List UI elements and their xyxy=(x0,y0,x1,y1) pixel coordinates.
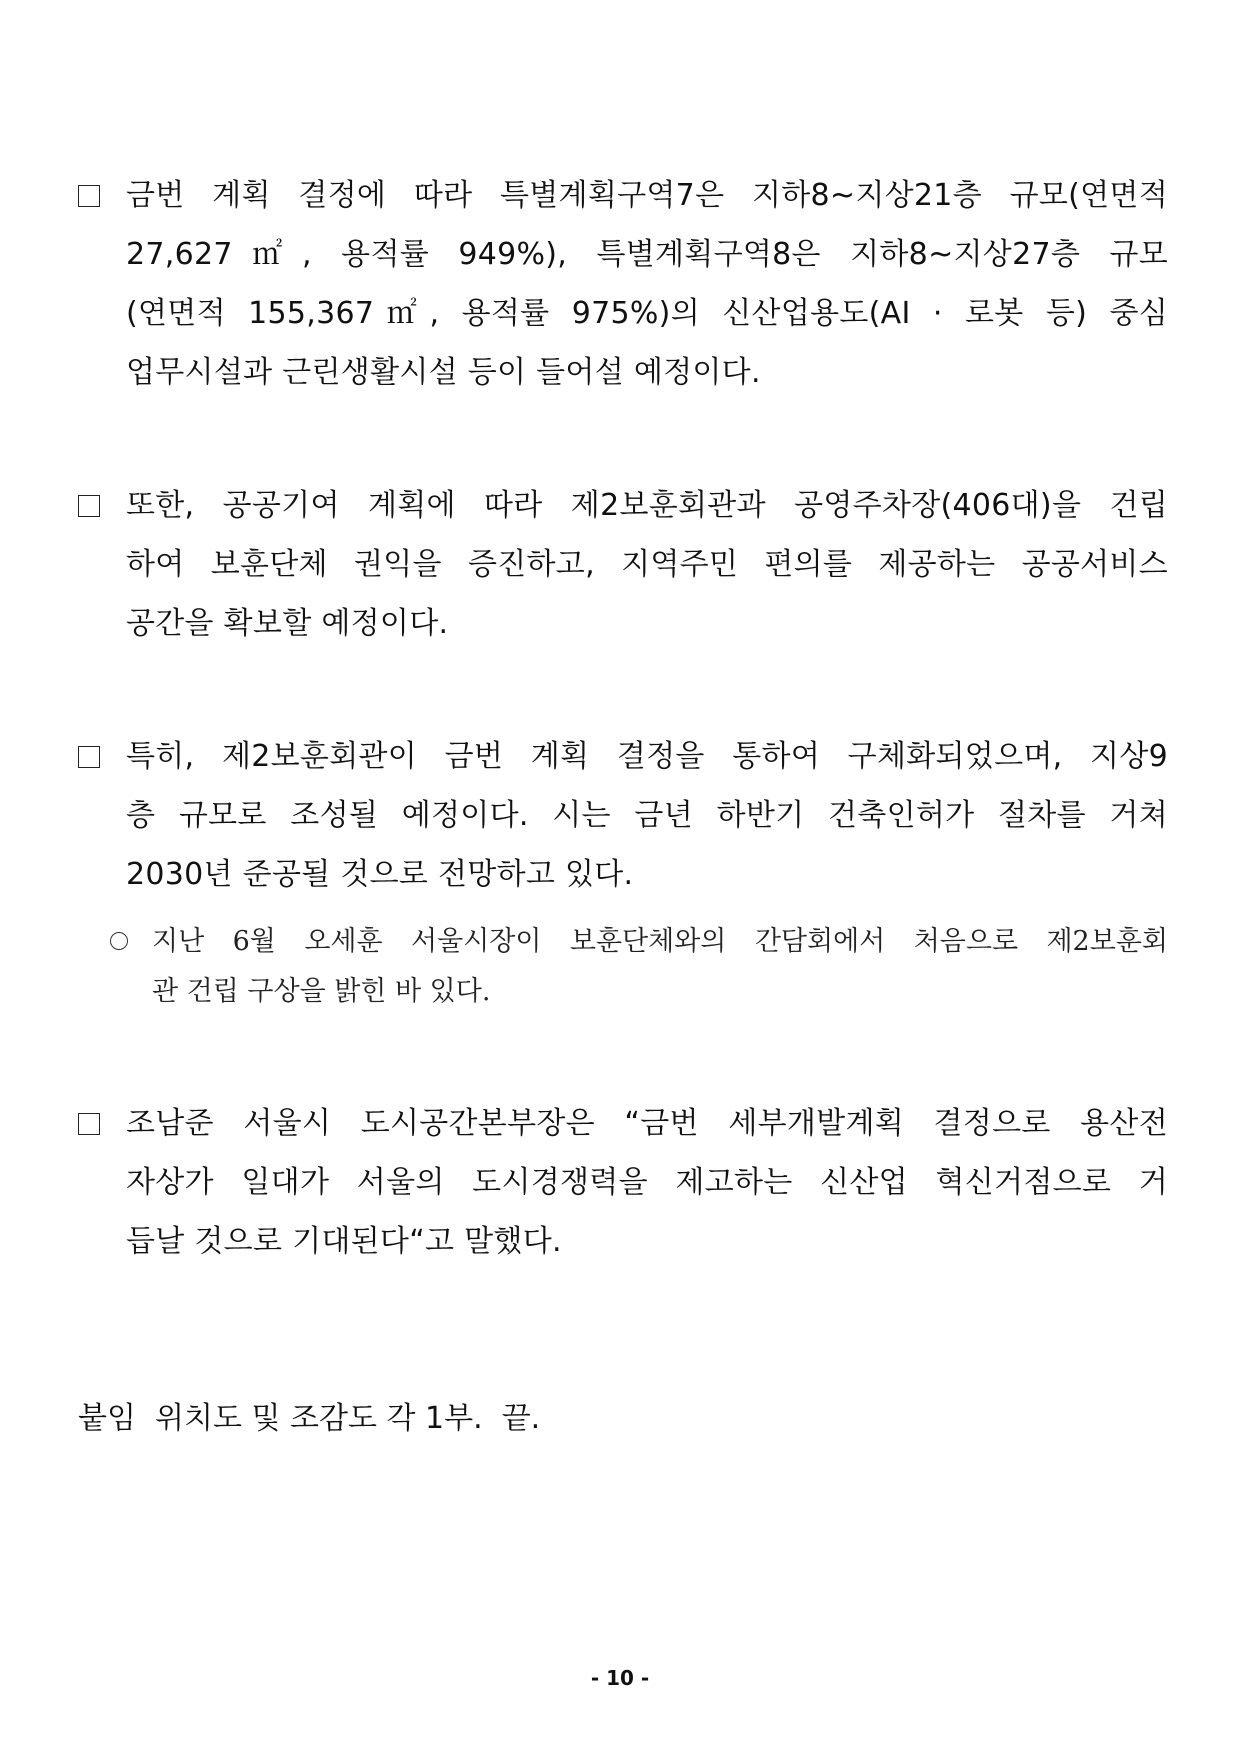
paragraph-line: 업무시설과 근린생활시설 등이 들어설 예정이다. xyxy=(126,355,761,390)
square-bullet-icon xyxy=(78,185,100,207)
paragraph-line: 공간을 확보할 예정이다. xyxy=(126,606,449,641)
paragraph-line: 특히, 제2보훈회관이 금번 계획 결정을 통하여 구체화되었으며, 지상9 xyxy=(126,739,1168,774)
page-number: - 10 - xyxy=(590,1666,650,1690)
paragraph-line: 27,627㎡, 용적률 949%), 특별계획구역8은 지하8~지상27층 규모 xyxy=(126,237,1168,272)
sub-bullet-line: 관 건립 구상을 밝힌 바 있다. xyxy=(152,976,491,1007)
paragraph-line: 듭날 것으로 기대된다“고 말했다. xyxy=(126,1224,562,1259)
paragraph-line: 조남준 서울시 도시공간본부장은 “금번 세부개발계획 결정으로 용산전 xyxy=(126,1106,1168,1141)
paragraph-line: (연면적 155,367㎡, 용적률 975%)의 신산업용도(AI · 로봇 등) 중심 xyxy=(126,296,1168,331)
paragraph-line: 2030년 준공될 것으로 전망하고 있다. xyxy=(126,857,634,892)
sub-bullet-line: 지난 6월 오세훈 서울시장이 보훈단체와의 간담회에서 처음으로 제2보훈회 xyxy=(152,926,1168,957)
paragraph-line: 층 규모로 조성될 예정이다. 시는 금년 하반기 건축인허가 절차를 거쳐 xyxy=(126,798,1168,833)
paragraph-line: 자상가 일대가 서울의 도시경쟁력을 제고하는 신산업 혁신거점으로 거 xyxy=(126,1165,1168,1200)
paragraph-line: 금번 계획 결정에 따라 특별계획구역7은 지하8~지상21층 규모(연면적 xyxy=(126,178,1168,213)
square-bullet-icon xyxy=(78,495,100,517)
circle-bullet-icon xyxy=(110,932,128,950)
attachment-note: 붙임 위치도 및 조감도 각 1부. 끝. xyxy=(78,1401,541,1436)
square-bullet-icon xyxy=(78,1113,100,1135)
paragraph-line: 또한, 공공기여 계획에 따라 제2보훈회관과 공영주차장(406대)을 건립 xyxy=(126,488,1168,523)
square-bullet-icon xyxy=(78,746,100,768)
paragraph-line: 하여 보훈단체 권익을 증진하고, 지역주민 편의를 제공하는 공공서비스 xyxy=(126,547,1168,582)
